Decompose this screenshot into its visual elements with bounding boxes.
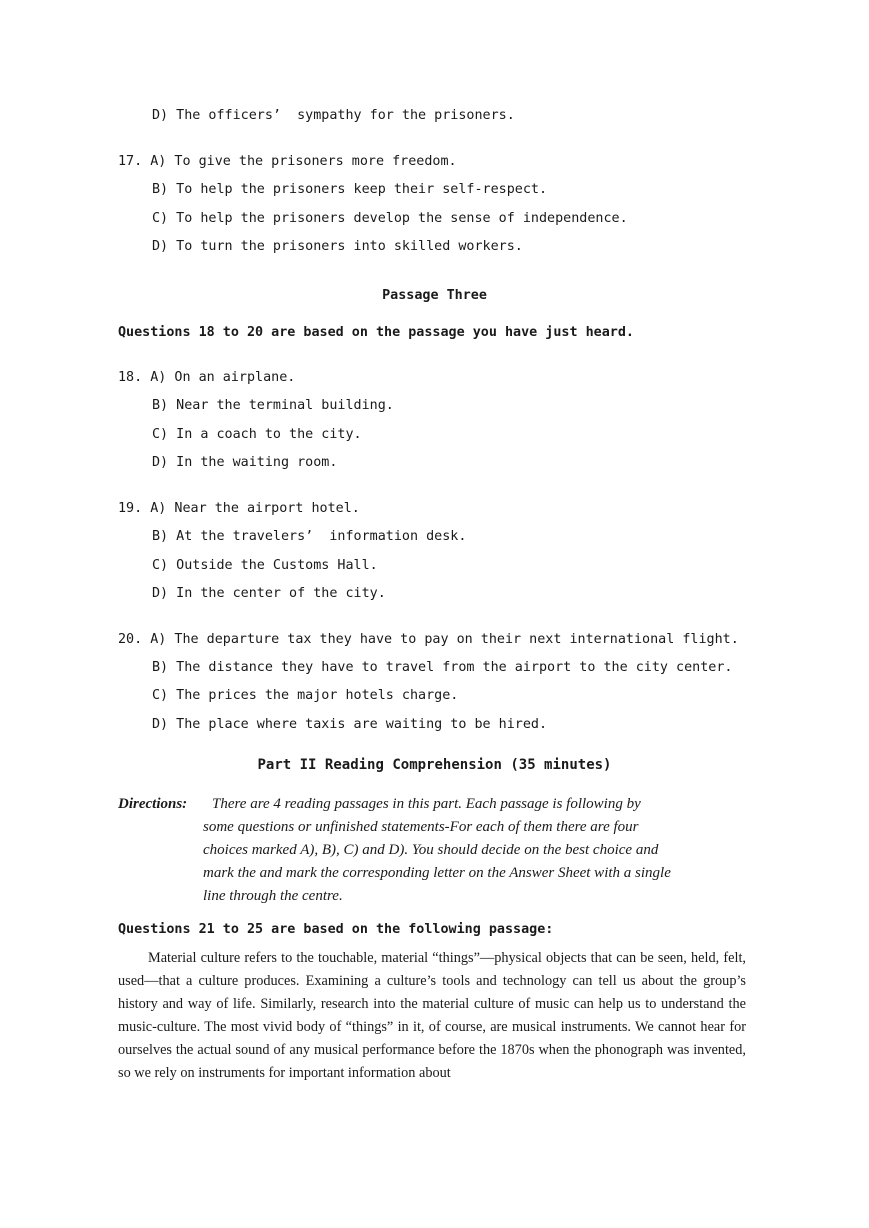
q18-option-d: D) In the waiting room.	[152, 455, 338, 470]
reading-paragraph: Material culture refers to the touchable, material “things”—physical objects that can be seen, held, felt, used—that a culture produces. Examining a culture’s tools and technology can tell us about the group’s history and way of life. Similarly, research into the material culture of music can help us to understand the music-culture. The most vivid body of “things” in it, of course, are musical instruments. We cannot hear for ourselves the actual sound of any musical performance before the 1870s when the phonograph was invented, so we rely on instruments for important information about	[118, 950, 746, 1081]
directions-line-2: some questions or unfinished statements-For each of them there are four	[203, 819, 639, 835]
q20-option-c: C) The prices the major hotels charge.	[152, 688, 459, 703]
q17-option-c: C) To help the prisoners develop the sense of independence.	[152, 211, 628, 226]
q21-25-intro: Questions 21 to 25 are based on the following passage:	[118, 922, 554, 937]
passage-three-intro: Questions 18 to 20 are based on the passage you have just heard.	[118, 325, 634, 340]
directions-line-5: line through the centre.	[203, 888, 343, 904]
q17-option-a: 17. A) To give the prisoners more freedom.	[118, 154, 457, 169]
q17-option-d: D) To turn the prisoners into skilled workers.	[152, 239, 523, 254]
q20-option-a: 20. A) The departure tax they have to pay on their next international flight.	[118, 632, 739, 647]
part2-title: Part II Reading Comprehension (35 minutes)	[257, 757, 612, 773]
q18-option-a: 18. A) On an airplane.	[118, 370, 296, 385]
q18-option-b: B) Near the terminal building.	[152, 398, 394, 413]
q19-option-d: D) In the center of the city.	[152, 586, 386, 601]
q17-option-b: B) To help the prisoners keep their self-respect.	[152, 182, 548, 197]
directions-line-4: mark the and mark the corresponding letter on the Answer Sheet with a single	[203, 865, 671, 881]
q20-option-d: D) The place where taxis are waiting to be hired.	[152, 717, 548, 732]
directions-label: Directions:	[118, 796, 188, 812]
q19-option-c: C) Outside the Customs Hall.	[152, 558, 378, 573]
q19-option-b: B) At the travelers’ information desk.	[152, 529, 467, 544]
q19-option-a: 19. A) Near the airport hotel.	[118, 501, 360, 516]
directions-line-1: There are 4 reading passages in this part. Each passage is following by	[212, 796, 641, 812]
directions-line-3: choices marked A), B), C) and D). You should decide on the best choice and	[203, 842, 659, 858]
reading-passage	[118, 947, 746, 1085]
passage-three-title: Passage Three	[382, 288, 487, 303]
q18-option-c: C) In a coach to the city.	[152, 427, 362, 442]
q20-option-b: B) The distance they have to travel from the airport to the city center.	[152, 660, 733, 675]
q16-option-d: D) The officers’ sympathy for the prisoners.	[152, 108, 515, 123]
